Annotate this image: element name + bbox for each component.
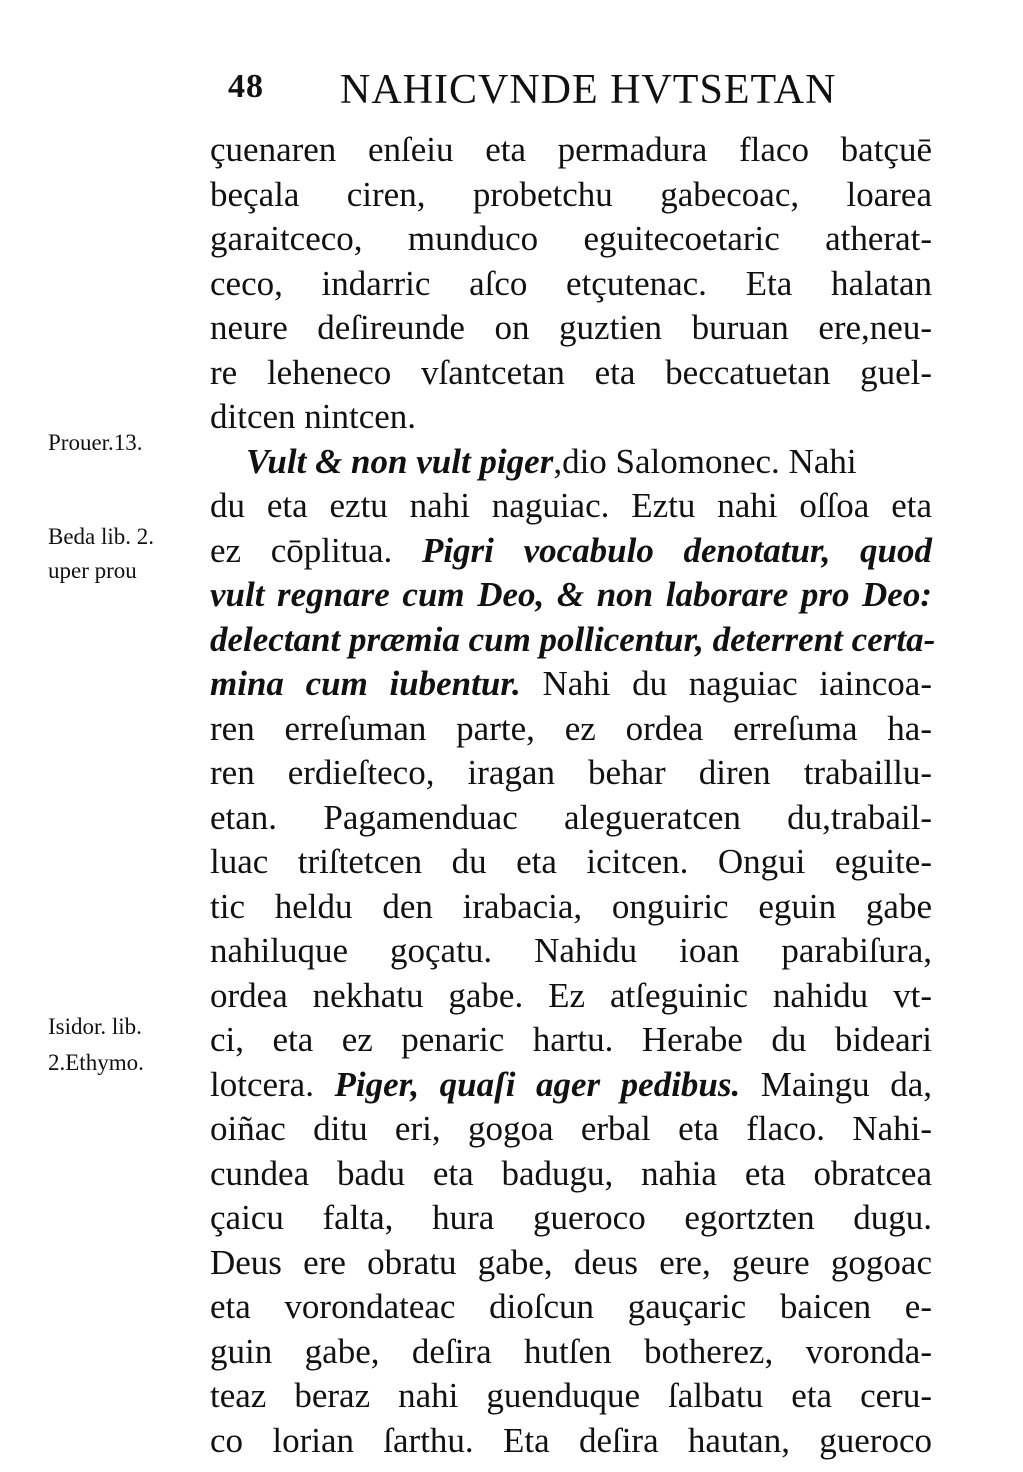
text-run: neure deſireunde on guztien buruan ere,neu-	[210, 308, 932, 347]
text-line	[210, 217, 932, 262]
text-run: çuenaren enſeiu eta permadura flaco batçuē	[210, 130, 932, 169]
text-run: re leheneco vſantcetan eta beccatuetan guel-	[210, 352, 932, 392]
text-run: etan. Pagamenduac alegueratcen du,trabail-	[210, 797, 932, 837]
text-run: çaicu falta, hura gueroco egortzten dugu.	[210, 1198, 932, 1237]
margin-note: Beda lib. 2.	[48, 524, 155, 549]
margin-note: Prouer.13.	[48, 430, 143, 455]
text-line	[210, 1107, 932, 1152]
latin-quotation: mina cum iubentur.	[210, 664, 521, 703]
text-run: oiñac ditu eri, gogoa erbal eta flaco. Nahi-	[210, 1109, 932, 1148]
text-line	[210, 885, 932, 930]
text-run: ez cōplitua.	[210, 530, 422, 570]
text-line	[210, 1018, 932, 1063]
text-line	[210, 351, 932, 396]
latin-quotation: Vult & non vult piger	[246, 441, 554, 481]
latin-quotation: Pigri vocabulo denotatur, quod	[421, 530, 933, 570]
text-line	[210, 529, 932, 574]
body-text	[210, 128, 936, 1463]
page-number: 48	[228, 68, 264, 105]
text-run: lotcera.	[210, 1064, 335, 1104]
text-line	[210, 262, 932, 307]
latin-quotation: Piger, quaſi ager pedibus.	[334, 1064, 741, 1104]
text-line	[210, 618, 936, 663]
text-line	[210, 1196, 932, 1241]
text-run: ordea nekhatu gabe. Ez atſeguinic nahidu vt-	[210, 975, 932, 1015]
text-run: ci, eta ez penaric hartu. Herabe du bideari	[210, 1020, 932, 1059]
margin-note: uper prou	[48, 558, 137, 583]
text-run: co lorian ſarthu. Eta deſira hautan, gueroco	[210, 1420, 932, 1460]
text-run: du eta eztu nahi naguiac. Eztu nahi oſſoa eta	[210, 486, 932, 525]
page-header	[228, 62, 848, 122]
text-run: garaitceco, munduco eguitecoetaric atherat-	[210, 219, 932, 258]
latin-quotation: delectant præmia cum pollicentur, deterrent certa-	[210, 619, 936, 659]
text-run: ren erreſuman parte, ez ordea erreſuma ha-	[210, 708, 932, 748]
text-line	[210, 929, 932, 974]
margin-note: Isidor. lib.	[48, 1014, 142, 1039]
text-line	[210, 796, 932, 841]
text-run: Nahi du naguiac iaincoa-	[520, 664, 932, 703]
text-line	[210, 1285, 932, 1330]
text-line	[210, 128, 932, 173]
text-run: ditcen nintcen.	[210, 397, 417, 436]
text-line	[210, 1152, 932, 1197]
margin-note: 2.Ethymo.	[48, 1050, 144, 1075]
text-line	[210, 974, 932, 1019]
text-line	[210, 306, 932, 351]
latin-quotation: vult regnare cum Deo, & non laborare pro Deo:	[210, 575, 932, 614]
text-line	[210, 395, 932, 440]
text-run: ceco, indarric aſco etçutenac. Eta halatan	[210, 263, 932, 303]
text-line	[210, 1374, 932, 1419]
text-line	[210, 751, 932, 796]
text-line	[210, 1063, 932, 1108]
text-line	[210, 440, 932, 485]
text-run: luac triſtetcen du eta icitcen. Ongui eguite-	[210, 842, 932, 881]
text-line	[210, 484, 932, 529]
text-run: Deus ere obratu gabe, deus ere, geure gogoac	[210, 1242, 932, 1282]
text-run: eta vorondateac dioſcun gauçaric baicen e-	[210, 1287, 932, 1326]
text-run: nahiluque goçatu. Nahidu ioan parabiſura,	[210, 931, 932, 970]
running-title: NAHICVNDE HVTSETAN	[340, 67, 837, 113]
text-line	[210, 173, 932, 218]
text-line	[210, 1419, 932, 1464]
text-run: cundea badu eta badugu, nahia eta obratcea	[210, 1153, 932, 1193]
text-line	[210, 573, 932, 618]
text-line	[210, 840, 932, 885]
text-line	[210, 662, 932, 707]
text-line	[210, 1241, 932, 1286]
text-run: guin gabe, deſira hutſen botherez, voronda-	[210, 1331, 932, 1371]
text-run: tic heldu den irabacia, onguiric eguin gabe	[210, 886, 932, 926]
text-run: teaz beraz nahi guenduque ſalbatu eta ceru-	[210, 1376, 932, 1415]
text-run: ,dio Salomonec. Nahi	[553, 441, 857, 481]
text-run: Maingu da,	[740, 1064, 932, 1104]
text-run: beçala ciren, probetchu gabecoac, loarea	[210, 174, 932, 214]
text-line	[210, 707, 932, 752]
text-run: ren erdieſteco, iragan behar diren trabaillu-	[210, 753, 932, 792]
text-line	[210, 1330, 932, 1375]
